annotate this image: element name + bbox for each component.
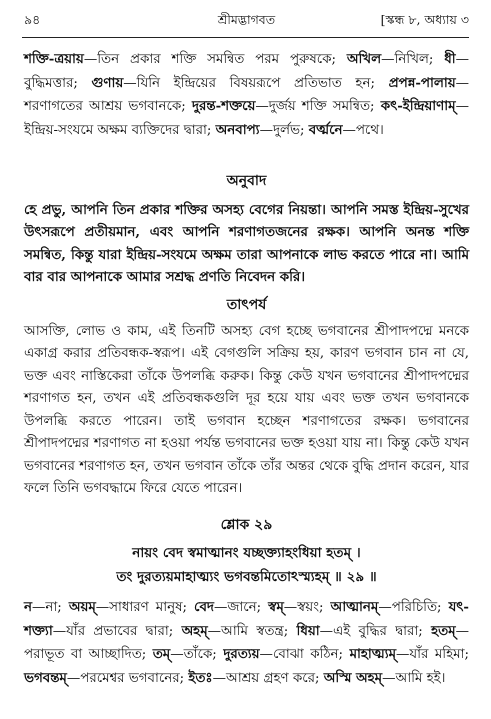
book-title: শ্রীমদ্ভাগবত: [217, 12, 276, 27]
verse-heading: শ্লোক ২৯: [220, 517, 273, 533]
synonym-term: তম্: [152, 646, 171, 662]
synonym-term: অয়ম্: [68, 599, 96, 615]
synonyms-section-1: [24, 48, 469, 142]
synonym-term: মাহাত্ম্যম্: [349, 646, 397, 662]
translation-text: হে প্রভু, আপনি তিন প্রকার শক্তির অসহ্য বেগের নিয়ন্তা। আপনি সমস্ত ইন্দ্রিয়-সুখের উৎসরূপে প্রতীয়মান, এবং আপনি শরণাগতজনের রক্ষক। আপনি অনন্ত শক্তি সমন্বিত, কিন্তু যারা ইন্দ্রিয়-সংযমে অক্ষম তারা আপনাকে লাভ করতে পারে না। আমি বার বার আপনাকে আমার সশ্রদ্ধ প্রণতি নিবেদন করি।: [24, 201, 469, 285]
synonym-term: স্বম্: [268, 599, 284, 615]
synonym-meaning: —স্বয়ং;: [283, 600, 331, 615]
synonym-meaning: —তিন প্রকার শক্তি সমন্বিত পরম পুরুষকে;: [83, 52, 347, 67]
synonym-term: যৎ-শক্ত্যা: [24, 599, 469, 639]
synonym-meaning: —সাধারণ মানুষ;: [95, 600, 195, 615]
synonym-meaning: —দুর্লভ;: [259, 122, 309, 138]
synonym-term: অহম্: [181, 622, 208, 639]
synonym-term: অখিল: [346, 51, 382, 67]
synonym-meaning: —ইন্দ্রিয়-সংযমে অক্ষম ব্যক্তিদের দ্বারা;: [24, 99, 469, 138]
synonym-term: ভগবন্তম্: [24, 669, 67, 686]
synonym-meaning: —তাঁকে;: [170, 647, 224, 662]
synonym-meaning: —পথে।: [342, 122, 384, 138]
synonym-term: ন: [24, 599, 32, 615]
purport-text: আসক্তি, লোভ ও কাম, এই তিনটি অসহ্য বেগ হচ্ছে ভগবানের শ্রীপাদপদ্মে মনকে একাগ্র করার প্রতিবন্ধক-স্বরূপ। এই বেগগুলি সক্রিয় হয়, কারণ ভগবান চান না যে, ভক্ত এবং নাস্তিকেরা তাঁকে উপলব্ধি করুক। কিন্তু কেউ যখন ভগবানের শ্রীপাদপদ্মের শরণাগত হন, তখন এই প্রতিবন্ধকগুলি দূর হয়ে যায় এবং ভক্ত তখন ভগবানকে উপলব্ধি করতে পারেন। তাই ভগবান হচ্ছেন শরণাগতের রক্ষক। ভগবানের শ্রীপাদপদ্মের শরণাগত না হওয়া পর্যন্ত ভগবানের ভক্ত হওয়া যায় না। কিন্তু কেউ যখন ভগবানের শরণাগত হন, তখন ভগবান তাঁকে তাঁর অন্তর থেকে বুদ্ধি প্রদান করেন, যার ফলে তিনি ভগবদ্ধামে ফিরে যেতে পারেন।: [24, 323, 469, 496]
synonym-term: কৎ-ইন্দ্রিয়াণাম্: [380, 98, 456, 114]
synonym-meaning: —এই বুদ্ধির দ্বারা;: [319, 623, 432, 639]
synonym-term: ইতঃ: [188, 669, 213, 686]
synonym-meaning: —জানে;: [213, 600, 269, 615]
synonym-meaning: —আমি হই।: [382, 670, 446, 686]
synonym-term: বেদ: [194, 599, 214, 615]
purport-heading: তাৎপর্য: [226, 297, 267, 313]
synonym-term: আত্মানম্: [330, 599, 379, 615]
synonym-meaning: —যাঁর প্রভাবের দ্বারা;: [52, 623, 182, 639]
synonym-term: দুরত্যয়: [223, 646, 260, 662]
synonym-meaning: —বোঝা কঠিন;: [259, 647, 350, 662]
synonym-term: গুণায়: [91, 74, 124, 91]
synonym-meaning: —আশ্রয় গ্রহণ করে;: [212, 670, 324, 686]
verse-section: [24, 514, 469, 589]
synonym-term: ধী: [444, 51, 456, 67]
synonym-meaning: —পরমেশ্বর ভগবানের;: [66, 670, 189, 686]
synonym-meaning: —আমি স্বতন্ত্র;: [207, 623, 297, 639]
synonyms-paragraph-1: [24, 48, 469, 142]
synonym-term: বর্ত্মনে: [308, 121, 343, 138]
verse-line-2: তং দুরত্যয়মাহাত্ম্যং ভগবন্তমিতোঽস্ম্যহম্ ॥ ২৯ ॥: [116, 568, 377, 585]
synonym-term: হতম্: [431, 622, 456, 639]
header-rule: [22, 37, 469, 38]
synonym-meaning: —পরাভূত বা আচ্ছাদিত;: [24, 623, 470, 662]
page-number: ৯৪: [24, 12, 41, 27]
synonym-term: অনবাপ্য: [215, 121, 260, 138]
synonym-meaning: —যিনি ইন্দ্রিয়ের বিষয়রূপে প্রতিভাত হন;: [123, 75, 389, 91]
translation-section: [24, 170, 469, 289]
synonyms-section-2: [24, 596, 469, 690]
synonym-meaning: —বুদ্ধিমত্তার;: [24, 52, 469, 91]
chapter-location: [স্কন্ধ ৮, অধ্যায় ৩: [380, 12, 469, 27]
synonym-meaning: —পরিচিতি;: [378, 600, 449, 615]
synonym-term: প্রপন্ন-পালায়: [388, 74, 456, 91]
synonym-term: শক্তি-ত্রয়ায়: [24, 51, 84, 67]
synonym-term: ধিয়া: [296, 622, 320, 639]
page-header: [24, 12, 469, 34]
synonym-term: অস্মি অহম্: [323, 669, 383, 686]
synonym-meaning: —দুর্জয় শক্তি সমন্বিত;: [255, 99, 381, 114]
synonym-meaning: —নিখিল;: [381, 52, 445, 67]
translation-heading: অনুবাদ: [226, 173, 267, 189]
synonym-meaning: —শরণাগতের আশ্রয় ভগবানকে;: [24, 75, 470, 114]
synonyms-paragraph-2: [24, 596, 469, 690]
synonym-meaning: —যাঁর মহিমা;: [396, 647, 469, 662]
purport-section: [24, 294, 469, 501]
synonym-term: দুরন্ত-শক্তয়ে: [191, 98, 256, 114]
synonym-meaning: —না;: [32, 600, 69, 615]
verse-line-1: নায়ং বেদ স্বমাত্মানং যচ্ছক্ত্যাহংধিয়া হতম্ ।: [132, 544, 361, 561]
